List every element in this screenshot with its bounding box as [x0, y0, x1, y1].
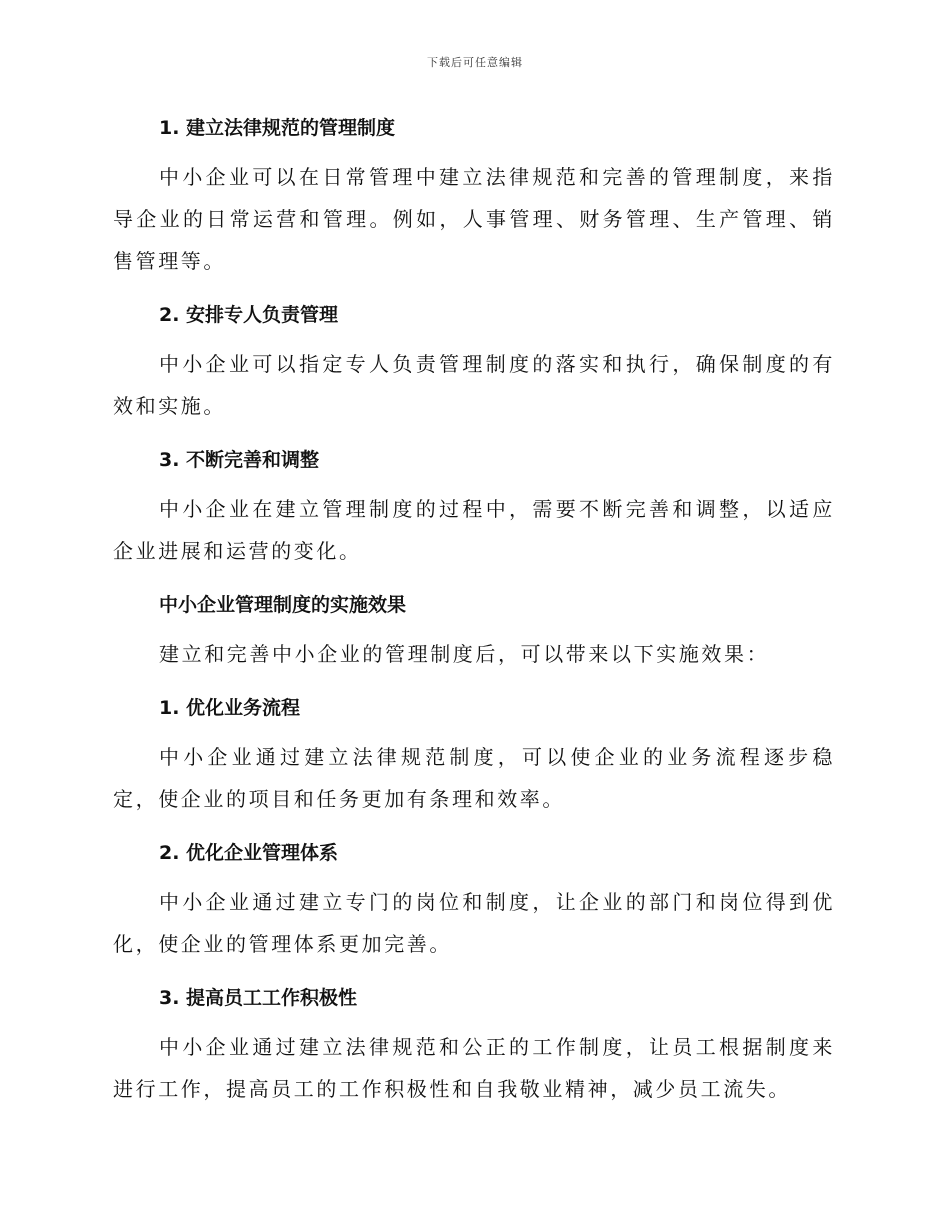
page-header: 下载后可任意编辑	[427, 56, 523, 69]
section-paragraph-optimize-process: 中小企业通过建立法律规范制度，可以使企业的业务流程逐步稳定，使企业的项目和任务更加有条理和效率。	[113, 745, 835, 811]
section-paragraph-continuous-improvement: 中小企业在建立管理制度的过程中，需要不断完善和调整，以适应企业进展和运营的变化。	[113, 497, 835, 563]
section-paragraph-dedicated-staff: 中小企业可以指定专人负责管理制度的落实和执行，确保制度的有效和实施。	[113, 352, 835, 418]
section-heading-employee-motivation: 3. 提高员工工作积极性	[159, 987, 358, 1009]
section-paragraph-effects-intro: 建立和完善中小企业的管理制度后，可以带来以下实施效果：	[159, 642, 770, 666]
section-heading-dedicated-staff: 2. 安排专人负责管理	[159, 304, 339, 326]
section-heading-continuous-improvement: 3. 不断完善和调整	[159, 449, 320, 471]
section-heading-optimize-process: 1. 优化业务流程	[159, 697, 301, 719]
section-paragraph-employee-motivation: 中小企业通过建立法律规范和公正的工作制度，让员工根据制度来进行工作，提高员工的工作积极性和自我敬业精神，减少员工流失。	[113, 1035, 835, 1101]
section-paragraph-optimize-management: 中小企业通过建立专门的岗位和制度，让企业的部门和岗位得到优化，使企业的管理体系更加完善。	[113, 890, 835, 956]
section-paragraph-legal-system: 中小企业可以在日常管理中建立法律规范和完善的管理制度，来指导企业的日常运营和管理。例如，人事管理、财务管理、生产管理、销售管理等。	[113, 165, 835, 273]
section-heading-implementation-effects: 中小企业管理制度的实施效果	[159, 594, 407, 616]
section-heading-optimize-management: 2. 优化企业管理体系	[159, 842, 339, 864]
section-heading-legal-system: 1. 建立法律规范的管理制度	[159, 117, 396, 139]
document-body	[113, 113, 835, 1110]
